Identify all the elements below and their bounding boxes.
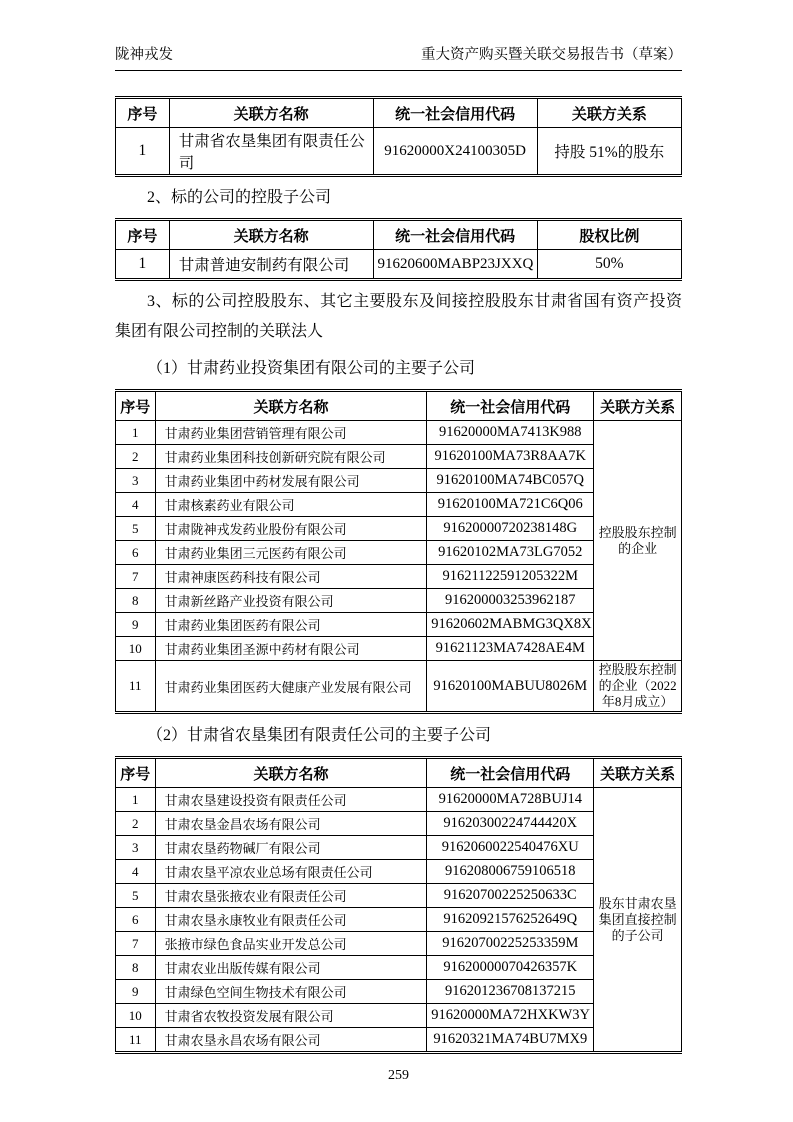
- section-3-heading: 3、标的公司控股股东、其它主要股东及间接控股股东甘肃省国有资产投资集团有限公司控制的关联法人: [115, 293, 682, 340]
- cell-code: 91620100MA73R8AA7K: [427, 445, 594, 469]
- cell-name: 甘肃药业集团三元医药有限公司: [155, 541, 427, 565]
- table-header-row: [116, 98, 682, 128]
- cell-name: 甘肃农垦建设投资有限责任公司: [155, 788, 427, 812]
- table-row: [116, 250, 682, 280]
- cell-code: 91620100MA721C6Q06: [427, 493, 594, 517]
- subsection-1-heading: （1）甘肃药业投资集团有限公司的主要子公司: [147, 360, 476, 377]
- cell-name: 甘肃农垦永昌农场有限公司: [155, 1028, 427, 1053]
- table-header-row: [116, 391, 682, 421]
- cell-code: 916201236708137215: [427, 980, 594, 1004]
- header-cell-name: 关联方名称: [169, 98, 373, 128]
- cell-relation-span: 股东甘肃农垦集团直接控制的子公司: [594, 788, 682, 1053]
- cell-code: 91620602MABMG3QX8X: [427, 613, 594, 637]
- cell-index: 7: [116, 932, 156, 956]
- header-cell-equity: 股权比例: [537, 220, 681, 250]
- cell-name: 甘肃省农垦集团有限责任公司: [169, 128, 373, 176]
- cell-code: 91620921576252649Q: [427, 908, 594, 932]
- cell-index: 2: [116, 445, 156, 469]
- header-cell-relation: 关联方关系: [594, 391, 682, 421]
- cell-index: 6: [116, 541, 156, 565]
- cell-name: 甘肃绿色空间生物技术有限公司: [155, 980, 427, 1004]
- cell-name: 甘肃农垦张掖农业有限责任公司: [155, 884, 427, 908]
- cell-name: 甘肃药业集团圣源中药材有限公司: [155, 637, 427, 661]
- related-party-table-1: [115, 96, 682, 177]
- cell-name: 甘肃农垦永康牧业有限责任公司: [155, 908, 427, 932]
- cell-index: 4: [116, 493, 156, 517]
- cell-name: 甘肃农垦药物碱厂有限公司: [155, 836, 427, 860]
- cell-index: 11: [116, 661, 156, 713]
- cell-name: 甘肃药业集团科技创新研究院有限公司: [155, 445, 427, 469]
- table-header-row: [116, 220, 682, 250]
- cell-code: 916200003253962187: [427, 589, 594, 613]
- header-cell-relation: 关联方关系: [594, 758, 682, 788]
- cell-index: 5: [116, 884, 156, 908]
- cell-equity: 50%: [537, 250, 681, 280]
- running-header: [115, 46, 682, 71]
- header-cell-index: 序号: [116, 220, 170, 250]
- cell-relation: 控股股东控制的企业（2022年8月成立）: [594, 661, 682, 713]
- cell-code: 91620000MA72HXKW3Y: [427, 1004, 594, 1028]
- cell-code: 916208006759106518: [427, 860, 594, 884]
- header-cell-relation: 关联方关系: [537, 98, 681, 128]
- cell-name: 甘肃农业出版传媒有限公司: [155, 956, 427, 980]
- nongken-group-subsidiaries-table: [115, 756, 682, 1054]
- cell-index: 1: [116, 788, 156, 812]
- cell-name: 甘肃陇神戎发药业股份有限公司: [155, 517, 427, 541]
- cell-index: 10: [116, 1004, 156, 1028]
- header-left-title: 陇神戎发: [115, 47, 173, 63]
- cell-code: 91621123MA7428AE4M: [427, 637, 594, 661]
- header-cell-index: 序号: [116, 391, 156, 421]
- header-cell-name: 关联方名称: [155, 391, 427, 421]
- subsection-2-heading: （2）甘肃省农垦集团有限责任公司的主要子公司: [147, 727, 492, 744]
- cell-index: 10: [116, 637, 156, 661]
- cell-code: 91620100MA74BC057Q: [427, 469, 594, 493]
- table-header-row: [116, 758, 682, 788]
- cell-name: 甘肃省农牧投资发展有限公司: [155, 1004, 427, 1028]
- cell-index: 9: [116, 980, 156, 1004]
- header-cell-name: 关联方名称: [155, 758, 427, 788]
- table-row: [116, 128, 682, 176]
- cell-code: 91620000720238148G: [427, 517, 594, 541]
- table-row: [116, 661, 682, 713]
- cell-code: 91620100MABUU8026M: [427, 661, 594, 713]
- header-cell-name: 关联方名称: [169, 220, 373, 250]
- cell-relation: 持股 51%的股东: [537, 128, 681, 176]
- cell-name: 甘肃核素药业有限公司: [155, 493, 427, 517]
- cell-code: 91620700225250633C: [427, 884, 594, 908]
- cell-name: 甘肃普迪安制药有限公司: [169, 250, 373, 280]
- cell-name: 甘肃药业集团营销管理有限公司: [155, 421, 427, 445]
- cell-name: 甘肃药业集团医药大健康产业发展有限公司: [155, 661, 427, 713]
- cell-name: 甘肃神康医药科技有限公司: [155, 565, 427, 589]
- cell-index: 1: [116, 421, 156, 445]
- section-2-heading: 2、标的公司的控股子公司: [147, 189, 332, 206]
- cell-code: 9162060022540476XU: [427, 836, 594, 860]
- cell-code: 91620700225253359M: [427, 932, 594, 956]
- cell-code: 91620000MA7413K988: [427, 421, 594, 445]
- cell-code: 91620600MABP23JXXQ: [373, 250, 537, 280]
- cell-name: 甘肃新丝路产业投资有限公司: [155, 589, 427, 613]
- cell-index: 11: [116, 1028, 156, 1053]
- header-cell-code: 统一社会信用代码: [373, 98, 537, 128]
- cell-code: 91620300224744420X: [427, 812, 594, 836]
- cell-name: 甘肃农垦平凉农业总场有限责任公司: [155, 860, 427, 884]
- cell-code: 91620000X24100305D: [373, 128, 537, 176]
- cell-index: 6: [116, 908, 156, 932]
- cell-index: 4: [116, 860, 156, 884]
- cell-index: 8: [116, 956, 156, 980]
- pharma-group-subsidiaries-table: [115, 389, 682, 714]
- subsidiary-table: [115, 218, 682, 281]
- cell-name: 甘肃药业集团医药有限公司: [155, 613, 427, 637]
- cell-index: 7: [116, 565, 156, 589]
- table-row: [116, 421, 682, 445]
- cell-name: 甘肃农垦金昌农场有限公司: [155, 812, 427, 836]
- cell-name: 甘肃药业集团中药材发展有限公司: [155, 469, 427, 493]
- cell-index: 8: [116, 589, 156, 613]
- header-cell-index: 序号: [116, 758, 156, 788]
- cell-code: 91620000MA728BUJ14: [427, 788, 594, 812]
- cell-code: 91620102MA73LG7052: [427, 541, 594, 565]
- table-row: [116, 788, 682, 812]
- cell-index: 1: [116, 250, 170, 280]
- cell-index: 3: [116, 469, 156, 493]
- header-cell-index: 序号: [116, 98, 170, 128]
- header-right-title: 重大资产购买暨关联交易报告书（草案）: [421, 47, 682, 63]
- header-cell-code: 统一社会信用代码: [427, 758, 594, 788]
- cell-code: 91620321MA74BU7MX9: [427, 1028, 594, 1053]
- cell-index: 5: [116, 517, 156, 541]
- header-cell-code: 统一社会信用代码: [373, 220, 537, 250]
- cell-index: 3: [116, 836, 156, 860]
- cell-name: 张掖市绿色食品实业开发总公司: [155, 932, 427, 956]
- cell-index: 2: [116, 812, 156, 836]
- header-cell-code: 统一社会信用代码: [427, 391, 594, 421]
- cell-relation-span: 控股股东控制的企业: [594, 421, 682, 661]
- cell-code: 91620000070426357K: [427, 956, 594, 980]
- page-number: 259: [388, 1068, 409, 1083]
- cell-code: 91621122591205322M: [427, 565, 594, 589]
- cell-index: 9: [116, 613, 156, 637]
- cell-index: 1: [116, 128, 170, 176]
